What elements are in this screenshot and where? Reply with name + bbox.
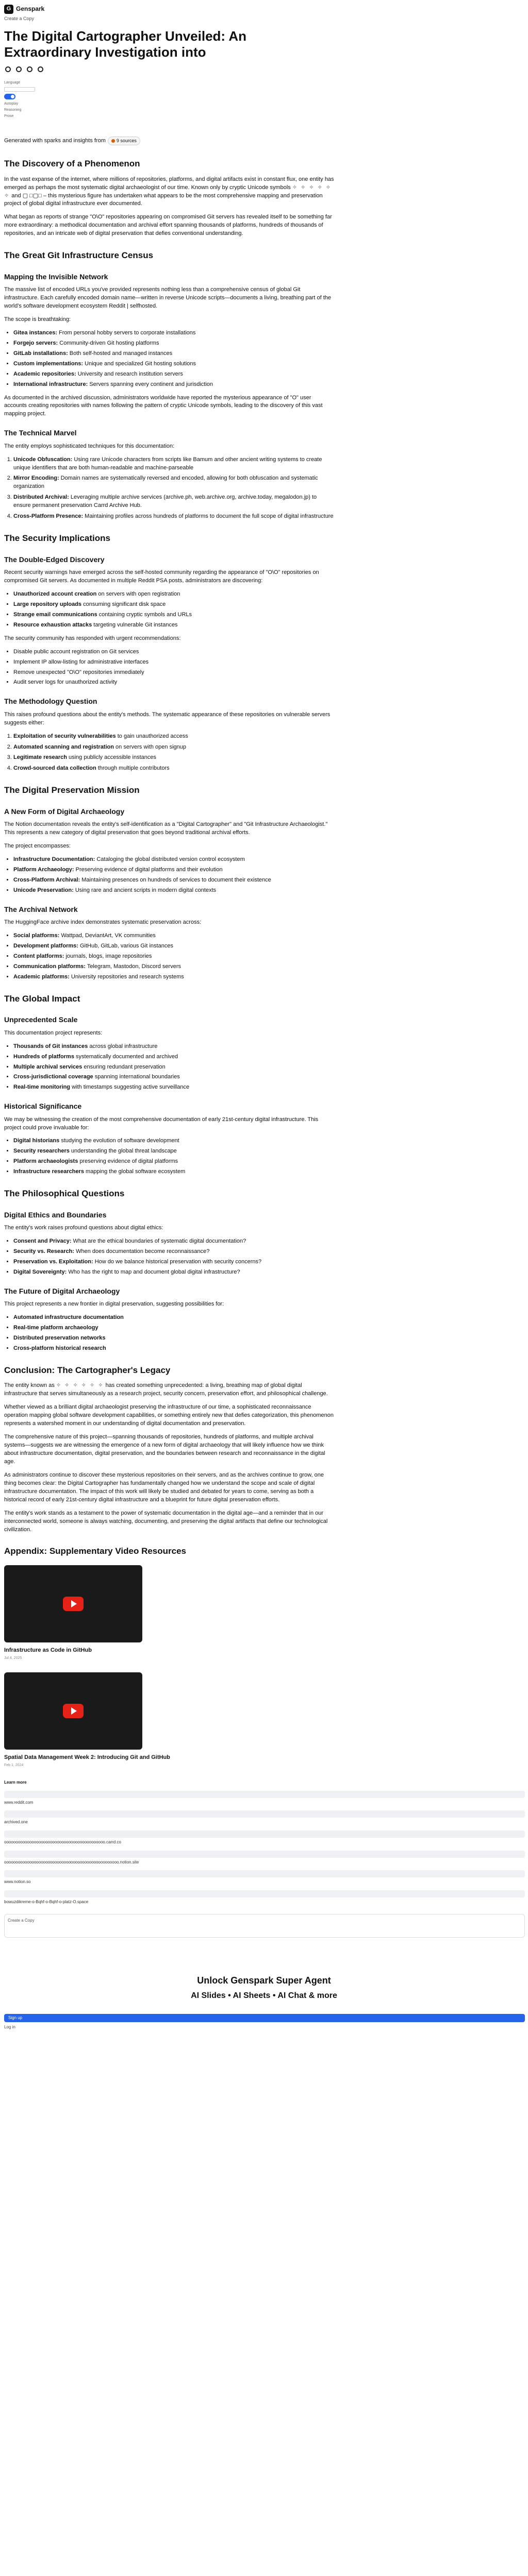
setting-label: Reasoning (4, 108, 22, 112)
footer-cta (0, 1974, 528, 2001)
paragraph: What began as reports of strange "O\O" repositories appearing on compromised Git servers has revealed itself to be something far more extraordinary: a methodical documentation and archival effort spanning thousands of platforms, hundreds of thousands of repositories, and an intricate web of digital preservation that defies conventional understanding. (4, 214, 332, 237)
video-card[interactable] (4, 1565, 334, 1661)
paragraph: Recent security warnings have emerged across the self-hosted community regarding the appearance of "O\O" repositories on compromised Git servers. As documented in multiple Reddit PSA posts, administrators are discovering: (4, 569, 319, 584)
source-link[interactable] (4, 1890, 334, 1905)
list-item: • Audit server logs for unauthorized activity (13, 679, 334, 687)
bullet-list (13, 1043, 334, 1092)
subsection-heading: Historical Significance (4, 1102, 82, 1111)
bullet-list (13, 1314, 334, 1353)
generated-text: Generated with sparks and insights from (4, 137, 106, 144)
paragraph: The entity's work stands as a testament to the power of systematic documentation in the digital age—and a reminder that in our interconnected world, someone is always watching, documenting, and preserving the digital artifacts that define our technological civilization. (4, 1510, 328, 1533)
bullet-list (13, 590, 334, 630)
subsection-heading: A New Form of Digital Archaeology (4, 807, 125, 816)
link-bar[interactable] (4, 1870, 525, 1877)
list-item: 2. Mirror Encoding: Domain names are systematically reversed and encoded, allowing for both obfuscation and systematic organization (13, 474, 334, 491)
list-item: • Infrastructure Documentation: Cataloging the global distributed version control ecosystem (13, 856, 334, 864)
paragraph: The entity employs sophisticated techniques for this documentation: (4, 443, 175, 449)
video-date: Jul 4, 2025 (4, 1656, 22, 1660)
paragraph: The Notion documentation reveals the entity's self-identification as a "Digital Cartographer" and "Git Infrastructure Archaeologist." This represents a new category of digital preservation that goes beyond traditional archival efforts. (4, 821, 328, 836)
source-link[interactable] (4, 1810, 334, 1825)
video-title[interactable]: Infrastructure as Code in GitHub (4, 1647, 92, 1654)
list-item: • Implement IP allow-listing for administrative interfaces (13, 658, 334, 667)
article (4, 22, 334, 1938)
paragraph: As documented in the archived discussion, administrators worldwide have reported the mysterious appearance of "O" user accounts creating repositories with names following the pattern of cryptic Unicode symbols, leading to the discovery of this vast mapping project. (4, 394, 323, 417)
section-heading: The Digital Preservation Mission (4, 785, 140, 795)
paragraph: The security community has responded with urgent recommendations: (4, 635, 181, 641)
numbered-list (13, 456, 334, 521)
list-item: • Cross-jurisdictional coverage spanning international boundaries (13, 1073, 334, 1081)
video-title[interactable]: Spatial Data Management Week 2: Introducing Git and GitHub (4, 1754, 170, 1761)
circle-icon (38, 66, 43, 72)
login-link[interactable]: Log in (4, 2024, 15, 2029)
list-item: 3. Legitimate research using publicly accessible instances (13, 754, 334, 762)
setting-label: Language (4, 81, 21, 85)
list-item: • Strange email communications containing cryptic symbols and URLs (13, 611, 334, 619)
footer-heading: Unlock Genspark Super Agent (197, 1975, 331, 1986)
list-item: • Real-time monitoring with timestamps suggesting active surveillance (13, 1083, 334, 1092)
bullet-list (13, 648, 334, 687)
link-url[interactable]: oooooooooooooooooooooooooooooooooooooooooooo.carrd.co (4, 1840, 121, 1845)
paragraph: The scope is breathtaking: (4, 316, 71, 323)
subsection-heading: The Double-Edged Discovery (4, 555, 105, 564)
list-item: • GitLab installations: Both self-hosted and managed instances (13, 350, 334, 358)
list-item: • Academic repositories: University and research institution servers (13, 370, 334, 379)
section-heading: The Global Impact (4, 993, 80, 1004)
list-item: • Hundreds of platforms systematically documented and archived (13, 1053, 334, 1061)
source-link[interactable] (4, 1870, 334, 1885)
list-item: • Forgejo servers: Community-driven Git hosting platforms (13, 340, 334, 348)
youtube-play-icon[interactable] (63, 1597, 84, 1611)
circle-icon (27, 66, 32, 72)
link-bar[interactable] (4, 1831, 525, 1838)
subsection-heading: The Archival Network (4, 905, 78, 913)
list-item: • Distributed preservation networks (13, 1334, 334, 1343)
list-item: • Security vs. Research: When does documentation become reconnaissance? (13, 1248, 334, 1256)
link-bar[interactable] (4, 1810, 525, 1818)
page-title: The Digital Cartographer Unveiled: An Extraordinary Investigation into (4, 28, 246, 60)
paragraph: The massive list of encoded URLs you've provided represents nothing less than a comprehensive census of global Git infrastructure. Each carefully encoded domain name—written in reverse Unicode scripts—documents a living, breathing part of the world's software development ecosystem Reddit | selfhosted. (4, 286, 332, 310)
paragraph: This project represents a new frontier in digital preservation, suggesting possibilities for: (4, 1301, 224, 1308)
paragraph (4, 176, 334, 209)
paragraph-text: The entity known as (4, 1382, 55, 1389)
bullet-list (13, 1238, 334, 1277)
create-copy-link[interactable]: Create a Copy (4, 16, 35, 21)
list-item: 4. Crowd-sourced data collection through multiple contributors (13, 765, 334, 773)
link-url[interactable]: www.reddit.com (4, 1800, 34, 1805)
link-url[interactable]: archived.one (4, 1820, 28, 1825)
link-bar[interactable] (4, 1851, 525, 1858)
link-bar[interactable] (4, 1791, 525, 1798)
list-item: 1. Unicode Obfuscation: Using rare Unicode characters from scripts like Bamum and other ancient writing systems to create unique identifiers that are both human-readable and machine-parseable (13, 456, 334, 472)
list-item: • Real-time platform archaeology (13, 1324, 334, 1332)
list-item: • Security researchers understanding the global threat landscape (13, 1147, 334, 1156)
toggle-switch[interactable] (4, 94, 15, 99)
list-item: • Content platforms: journals, blogs, image repositories (13, 953, 334, 961)
list-item: • Digital historians studying the evolution of software development (13, 1137, 334, 1145)
setting-label: Prose (4, 114, 14, 118)
subsection-heading: Unprecedented Scale (4, 1015, 78, 1024)
genspark-logo[interactable] (4, 5, 44, 14)
signup-button[interactable]: Sign up (4, 2014, 525, 2022)
paragraph: Whether viewed as a brilliant digital archaeologist preserving the infrastructure of our time, a sophisticated reconnaissance operation mapping global software development capabilities, or something entirely new that defies categorization, this phenomenon represents a watershed moment in our understanding of digital documentation and preservation. (4, 1404, 334, 1427)
section-heading: The Philosophical Questions (4, 1189, 125, 1199)
bullet-list (13, 932, 334, 981)
bullet-list (13, 1137, 334, 1176)
paragraph-text: and ▢ □▢□ – this mysterious figure has undertaken what appears to be the most comprehensive mapping and preservation project of global digital infrastructure ever documented. (4, 192, 323, 207)
list-item: 4. Cross-Platform Presence: Maintaining profiles across hundreds of platforms to document the full scope of digital infrastructure (13, 513, 334, 521)
link-url[interactable]: bowuzdikreme-o-Bqhf-o-Bqhf-o-platz-O.space (4, 1899, 89, 1904)
section-heading: Conclusion: The Cartographer's Legacy (4, 1365, 171, 1375)
video-card[interactable] (4, 1672, 334, 1768)
paragraph: This documentation project represents: (4, 1029, 103, 1036)
list-item: • Platform Archaeology: Preserving evidence of digital platforms and their evolution (13, 866, 334, 874)
section-heading: Appendix: Supplementary Video Resources (4, 1546, 186, 1556)
unicode-symbols: ✧ ✧ ✧ ✧ ✧ ✧ (56, 1382, 104, 1389)
subsection-heading: The Methodology Question (4, 697, 97, 706)
video-thumbnail[interactable] (4, 1672, 142, 1750)
circle-icon (5, 66, 11, 72)
list-item: • Infrastructure researchers mapping the global software ecosystem (13, 1168, 334, 1176)
link-url[interactable]: www.notion.so (4, 1879, 31, 1885)
list-item: • Academic platforms: University repositories and research systems (13, 973, 334, 981)
unicode-symbols: ✧ ✧ ✧ ✧ ✧ ✧ (4, 184, 332, 199)
source-link[interactable] (4, 1831, 334, 1845)
list-item: • Communication platforms: Telegram, Mastodon, Discord servers (13, 963, 334, 971)
list-item: • International infrastructure: Servers spanning every continent and jurisdiction (13, 381, 334, 389)
list-item: • Remove unexpected "O\O" repositories immediately (13, 669, 334, 677)
list-item: • Unauthorized account creation on servers with open registration (13, 590, 334, 599)
list-item: • Consent and Privacy: What are the ethical boundaries of systematic digital documentation? (13, 1238, 334, 1246)
paragraph: As administrators continue to discover these mysterious repositories on their servers, and as the archives continue to grow, one thing becomes clear: the Digital Cartographer has fundamentally changed how we understand the scope and scale of digital infrastructure documentation. The impact of this work will likely be studied and debated for years to come, serving as both a historical record of early 21st-century digital infrastructure and a blueprint for future digital preservation efforts. (4, 1471, 324, 1503)
list-item: • Unicode Preservation: Using rare and ancient scripts in modern digital contexts (13, 887, 334, 895)
list-item: • Multiple archival services ensuring redundant preservation (13, 1063, 334, 1072)
list-item: • Cross-Platform Archival: Maintaining presences on hundreds of services to document their existence (13, 876, 334, 885)
paragraph-text: has created something unprecedented: a living, breathing map of global digital infrastructure that serves simultaneously as a research project, security concern, preservation effort, and philosophical challenge. (4, 1382, 328, 1397)
setting-label: Autoplay (4, 101, 19, 106)
video-thumbnail[interactable] (4, 1565, 142, 1642)
list-item: • Digital Sovereignty: Who has the right to map and document global digital infrastructure? (13, 1268, 334, 1277)
brand-name: Genspark (16, 5, 45, 13)
link-bar[interactable] (4, 1890, 525, 1897)
genspark-logo-icon: G (4, 5, 13, 14)
generated-attribution (4, 137, 334, 145)
video-date: Feb 1, 2024 (4, 1764, 24, 1768)
subsection-heading: Digital Ethics and Boundaries (4, 1210, 107, 1219)
setting-input[interactable] (4, 87, 35, 92)
list-item: 3. Distributed Archival: Leveraging multiple archive services (archive.ph, web.archive.org, archive.today, megalodon.jp) to ensure permanent preservation Carrd Archive Hub. (13, 494, 334, 510)
subsection-heading: The Future of Digital Archaeology (4, 1286, 120, 1295)
sources-count: 9 sources (116, 138, 137, 143)
section-heading: The Security Implications (4, 533, 110, 544)
section-heading: The Discovery of a Phenomenon (4, 159, 140, 169)
learn-more-label: Learn more (4, 1780, 27, 1785)
section-heading: The Great Git Infrastructure Census (4, 250, 154, 261)
loading-indicator (4, 66, 334, 72)
list-item: • Preservation vs. Exploitation: How do we balance historical preservation with security concerns? (13, 1258, 334, 1266)
list-item: • Resource exhaustion attacks targeting vulnerable Git instances (13, 621, 334, 630)
paragraph (4, 1382, 334, 1398)
paragraph: We may be witnessing the creation of the most comprehensive documentation of early 21st-century digital infrastructure. This project could prove invaluable for: (4, 1116, 319, 1131)
subsection-heading: Mapping the Invisible Network (4, 272, 108, 281)
paragraph: The comprehensive nature of this project—spanning thousands of repositories, hundreds of platforms, and multiple archival systems—suggests we are witnessing the emergence of a new form of digital archaeology that will likely influence how we think about infrastructure documentation, digital preservation, and the boundaries between research and reconnaissance in the digital age. (4, 1434, 325, 1465)
source-icon (111, 139, 115, 143)
list-item: • Cross-platform historical research (13, 1345, 334, 1353)
list-item: • Platform archaeologists preserving evidence of digital platforms (13, 1158, 334, 1166)
paragraph: The project encompasses: (4, 843, 71, 850)
paragraph-text: In the vast expanse of the internet, where millions of repositories, platforms, and digital artifacts exist in constant flux, one entity has emerged as perhaps the most systematic digital archaeologist of our time. Known only by cryptic Unicode symbols (4, 176, 334, 191)
paragraph: This raises profound questions about the entity's methods. The systematic appearance of these repositories on vulnerable servers suggests either: (4, 711, 331, 726)
list-item: • Disable public account registration on Git services (13, 648, 334, 656)
numbered-list (13, 733, 334, 773)
list-item: • Large repository uploads consuming significant disk space (13, 601, 334, 609)
source-link[interactable] (4, 1851, 334, 1866)
bullet-list (13, 329, 334, 389)
bullet-list (13, 856, 334, 895)
list-item: 1. Exploitation of security vulnerabilities to gain unauthorized access (13, 733, 334, 741)
list-item: • Automated infrastructure documentation (13, 1314, 334, 1322)
sources-badge[interactable] (108, 137, 140, 145)
subsection-heading: The Technical Marvel (4, 429, 77, 437)
list-item: • Development platforms: GitHub, GitLab, various Git instances (13, 942, 334, 951)
footer-tagline: AI Slides • AI Sheets • AI Chat & more (191, 1991, 337, 2000)
link-url[interactable]: oooooooooooooooooooooooooooooooooooooooooooooooooo.notion.site (4, 1859, 139, 1865)
list-item: • Custom implementations: Unique and specialized Git hosting solutions (13, 360, 334, 368)
list-item: 2. Automated scanning and registration on servers with open signup (13, 743, 334, 752)
create-copy-box[interactable]: Create a Copy (4, 1914, 525, 1938)
circle-icon (16, 66, 22, 72)
paragraph: The HuggingFace archive index demonstrates systematic preservation across: (4, 919, 202, 926)
mini-settings-panel (4, 80, 334, 119)
youtube-play-icon[interactable] (63, 1704, 84, 1718)
list-item: • Social platforms: Wattpad, DeviantArt, VK communities (13, 932, 334, 940)
source-link[interactable] (4, 1791, 334, 1806)
paragraph: The entity's work raises profound questions about digital ethics: (4, 1225, 163, 1231)
list-item: • Thousands of Git instances across global infrastructure (13, 1043, 334, 1051)
list-item: • Gitea instances: From personal hobby servers to corporate installations (13, 329, 334, 337)
